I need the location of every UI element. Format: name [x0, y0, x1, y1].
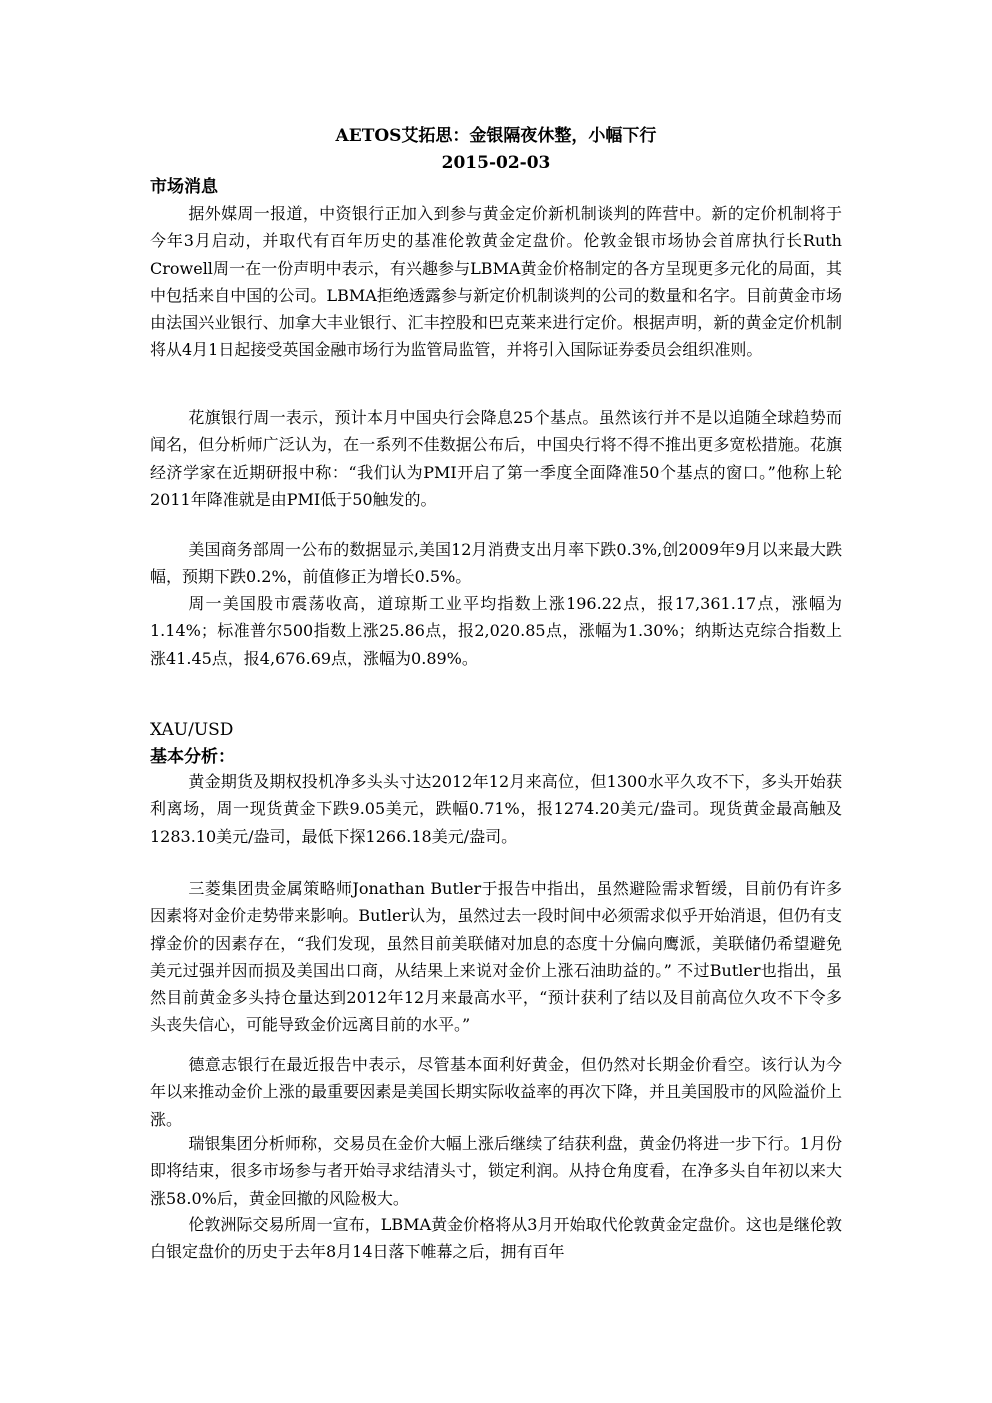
section-heading-fundamental-analysis: 基本分析： [150, 747, 235, 767]
paragraph: 三菱集团贵金属策略师Jonathan Butler于报告中指出，虽然避险需求暂缓，目前仍有许多因素将对金价走势带来影响。Butler认为，虽然过去一段时间中必须需求似乎开始消退，但仍有支撑金价的因素存在，“我们发现，虽然目前美联储对加息的态度十分偏向鹰派，美联储仍希望避免美元过强并因而损及美国出口商，从结果上来说对金价上涨石油助益的。” 不过Butler也指出，虽然目前黄金多头持仓量达到2012年12月来最高水平，“预计获利了结以及目前高位久攻不下令多头丧失信心，可能导致金价远离目前的水平。” [150, 879, 842, 1035]
section-heading-market-news: 市场消息 [150, 177, 218, 197]
paragraph: 德意志银行在最近报告中表示，尽管基本面利好黄金，但仍然对长期金价看空。该行认为今年以来推动金价上涨的最重要因素是美国长期实际收益率的再次下降，并且美国股市的风险溢价上涨。 [150, 1055, 842, 1129]
symbol-label: XAU/USD [150, 720, 234, 740]
document-date: 2015-02-03 [441, 153, 551, 173]
paragraph: 据外媒周一报道，中资银行正加入到参与黄金定价新机制谈判的阵营中。新的定价机制将于今年3月启动，并取代有百年历史的基准伦敦黄金定盘价。伦敦金银市场协会首席执行长Ruth Crowell周一在一份声明中表示，有兴趣参与LBMA黄金价格制定的各方呈现更多元化的局面，其中包括来自中国的公司。LBMA拒绝透露参与新定价机制谈判的公司的数量和名字。目前黄金市场由法国兴业银行、加拿大丰业银行、汇丰控股和巴克莱来进行定价。根据声明，新的黄金定价机制将从4月1日起接受英国金融市场行为监管局监管，并将引入国际证券委员会组织准则。 [150, 204, 842, 360]
paragraph: 花旗银行周一表示，预计本月中国央行会降息25个基点。虽然该行并不是以追随全球趋势而闻名，但分析师广泛认为，在一系列不佳数据公布后，中国央行将不得不推出更多宽松措施。花旗经济学家在近期研报中称：“我们认为PMI开启了第一季度全面降准50个基点的窗口。”他称上轮2011年降准就是由PMI低于50触发的。 [150, 408, 842, 509]
paragraph: 周一美国股市震荡收高，道琼斯工业平均指数上涨196.22点，报17,361.17点，涨幅为1.14%；标准普尔500指数上涨25.86点，报2,020.85点，涨幅为1.30%；纳斯达克综合指数上涨41.45点，报4,676.69点，涨幅为0.89%。 [150, 594, 842, 668]
document-title: AETOS艾拓思：金银隔夜休整，小幅下行 [335, 126, 657, 146]
paragraph: 伦敦洲际交易所周一宣布，LBMA黄金价格将从3月开始取代伦敦黄金定盘价。这也是继伦敦白银定盘价的历史于去年8月14日落下帷幕之后，拥有百年 [150, 1215, 842, 1262]
paragraph: 美国商务部周一公布的数据显示,美国12月消费支出月率下跌0.3%,创2009年9月以来最大跌幅，预期下跌0.2%，前值修正为增长0.5%。 [150, 540, 842, 587]
paragraph: 瑞银集团分析师称，交易员在金价大幅上涨后继续了结获利盘，黄金仍将进一步下行。1月份即将结束，很多市场参与者开始寻求结清头寸，锁定利润。从持仓角度看，在净多头自年初以来大涨58.0%后，黄金回撤的风险极大。 [150, 1134, 842, 1208]
paragraph: 黄金期货及期权投机净多头头寸达2012年12月来高位，但1300水平久攻不下，多头开始获利离场，周一现货黄金下跌9.05美元，跌幅0.71%，报1274.20美元/盎司。现货黄金最高触及1283.10美元/盎司，最低下探1266.18美元/盎司。 [150, 772, 842, 846]
